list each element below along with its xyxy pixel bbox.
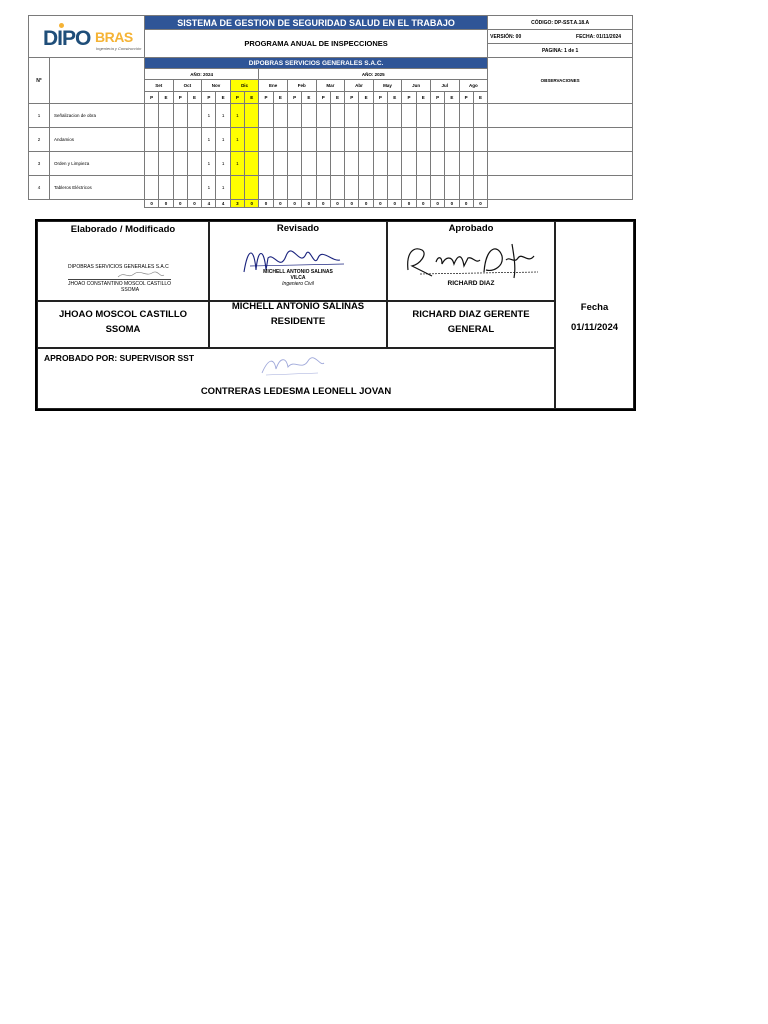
stamp-company: DIPOBRAS SERVICIOS GENERALES S.A.C (68, 264, 169, 270)
schedule-cell (459, 104, 473, 128)
schedule-cell: 1 (216, 128, 230, 152)
row-activity: Tableros Eléctricos (50, 176, 145, 200)
planned-header: P (316, 92, 330, 104)
total-cell: 0 (187, 200, 201, 208)
schedule-cell (173, 176, 187, 200)
total-cell: 0 (159, 200, 173, 208)
inspection-program-table (28, 15, 633, 208)
schedule-cell (416, 104, 430, 128)
schedule-cell (287, 104, 301, 128)
schedule-cell (345, 128, 359, 152)
schedule-cell (445, 152, 459, 176)
schedule-cell (459, 176, 473, 200)
total-cell: 0 (388, 200, 402, 208)
row-number: 4 (29, 176, 50, 200)
executed-header: E (445, 92, 459, 104)
month-header: Ene (259, 80, 288, 92)
schedule-cell (373, 128, 387, 152)
month-header: Nov (202, 80, 231, 92)
planned-header: P (202, 92, 216, 104)
aprobado-name-cell (387, 301, 555, 348)
schedule-cell (445, 104, 459, 128)
year-2024-header: AÑO: 2024 (145, 69, 259, 80)
table-row (29, 128, 633, 152)
approval-box (35, 219, 636, 411)
schedule-cell (302, 152, 316, 176)
schedule-cell (445, 128, 459, 152)
totals-end-spacer (488, 200, 633, 208)
total-cell: 3 (230, 200, 244, 208)
schedule-cell: 1 (230, 128, 244, 152)
elaborado-title: Elaborado / Modificado (70, 224, 176, 235)
table-row (29, 152, 633, 176)
row-activity: Andamios (50, 128, 145, 152)
total-cell: 0 (445, 200, 459, 208)
schedule-cell (302, 176, 316, 200)
executed-header: E (302, 92, 316, 104)
revisado-name-cell (209, 301, 387, 348)
schedule-cell: 1 (202, 104, 216, 128)
schedule-cell (402, 176, 416, 200)
executed-header: E (187, 92, 201, 104)
schedule-cell: 1 (230, 104, 244, 128)
version-date (488, 30, 633, 44)
planned-header: P (145, 92, 159, 104)
revisado-cell (209, 221, 387, 301)
month-header: Oct (173, 80, 202, 92)
logo-tagline: Ingeniería y Construcción (96, 46, 142, 51)
aprobado-stamp-name: RICHARD DIAZ (447, 280, 495, 287)
revisado-name-line2: RESIDENTE (270, 316, 326, 327)
month-header: Jun (402, 80, 431, 92)
schedule-cell (287, 152, 301, 176)
schedule-cell (359, 152, 373, 176)
planned-header: P (373, 92, 387, 104)
schedule-cell: 1 (202, 176, 216, 200)
table-row (29, 176, 633, 200)
executed-header: E (359, 92, 373, 104)
stamp-name: JHOAO CONSTANTINO MOSCOL CASTILLO (68, 281, 172, 287)
total-cell: 0 (402, 200, 416, 208)
schedule-cell (373, 152, 387, 176)
schedule-cell (402, 128, 416, 152)
total-cell: 0 (430, 200, 444, 208)
schedule-cell (259, 152, 273, 176)
month-header: Set (145, 80, 174, 92)
schedule-cell (259, 128, 273, 152)
company-banner: DIPOBRAS SERVICIOS GENERALES S.A.C. (145, 58, 488, 69)
program-title: PROGRAMA ANUAL DE INSPECCIONES (145, 30, 488, 58)
planned-header: P (287, 92, 301, 104)
schedule-cell (302, 128, 316, 152)
schedule-cell (345, 152, 359, 176)
schedule-cell: 1 (202, 152, 216, 176)
schedule-cell: 1 (216, 176, 230, 200)
schedule-cell (459, 128, 473, 152)
schedule-cell (230, 176, 244, 200)
schedule-cell (430, 176, 444, 200)
planned-header: P (259, 92, 273, 104)
schedule-cell (316, 176, 330, 200)
schedule-cell (430, 104, 444, 128)
schedule-cell (330, 152, 344, 176)
month-header: May (373, 80, 402, 92)
revisado-title: Revisado (276, 223, 320, 234)
month-header: Dic (230, 80, 259, 92)
schedule-cell (259, 176, 273, 200)
aprobado-name (388, 307, 554, 337)
executed-header: E (159, 92, 173, 104)
schedule-cell (173, 152, 187, 176)
fecha-cell (555, 221, 634, 409)
date-text: FECHA: 01/11/2024 (576, 33, 622, 40)
revisado-stamp (210, 269, 386, 287)
schedule-cell (330, 176, 344, 200)
schedule-cell (159, 128, 173, 152)
schedule-cell (359, 104, 373, 128)
schedule-cell (345, 104, 359, 128)
schedule-cell (316, 104, 330, 128)
elaborado-cell (37, 221, 209, 301)
row-number: 1 (29, 104, 50, 128)
schedule-cell (273, 176, 287, 200)
totals-row (29, 200, 633, 208)
total-cell: 0 (173, 200, 187, 208)
total-cell: 0 (259, 200, 273, 208)
total-cell: 4 (216, 200, 230, 208)
schedule-cell (159, 104, 173, 128)
executed-header: E (216, 92, 230, 104)
schedule-cell (402, 152, 416, 176)
total-cell: 0 (416, 200, 430, 208)
supervisor-signature (258, 353, 328, 379)
month-header: Feb (287, 80, 316, 92)
year-2025-header: AÑO: 2025 (259, 69, 488, 80)
executed-header: E (273, 92, 287, 104)
schedule-cell (273, 104, 287, 128)
row-observations (488, 128, 633, 152)
aprobado-cell (387, 221, 555, 301)
revisado-stamp-role: Ingeniero Civil (282, 281, 314, 287)
observations-header: OBSERVACIONES (488, 58, 633, 104)
schedule-cell (416, 152, 430, 176)
aprobado-name-line2: GENERAL (447, 324, 495, 335)
logo-cell (29, 16, 145, 58)
schedule-cell (473, 152, 487, 176)
schedule-cell (302, 104, 316, 128)
totals-spacer (29, 200, 145, 208)
schedule-cell (473, 176, 487, 200)
aprobado-name-line1: RICHARD DIAZ GERENTE (412, 309, 530, 320)
schedule-cell (245, 128, 259, 152)
schedule-cell (330, 128, 344, 152)
planned-header: P (230, 92, 244, 104)
month-header: Jul (430, 80, 459, 92)
schedule-cell (416, 128, 430, 152)
month-header: Mar (316, 80, 345, 92)
planned-header: P (402, 92, 416, 104)
logo-main-text: DIPO (43, 27, 91, 50)
total-cell: 4 (202, 200, 216, 208)
schedule-cell (388, 176, 402, 200)
schedule-cell: 1 (216, 104, 230, 128)
document-code: CÓDIGO: DP-SST.A.18.A (488, 16, 633, 30)
system-title: SISTEMA DE GESTION DE SEGURIDAD SALUD EN EL TRABAJO (145, 16, 488, 30)
version-text: VERSIÓN: 00 (490, 33, 522, 40)
executed-header: E (388, 92, 402, 104)
total-cell: 0 (373, 200, 387, 208)
schedule-cell (159, 152, 173, 176)
supervisor-label: APROBADO POR: SUPERVISOR SST (44, 353, 195, 363)
schedule-cell (473, 104, 487, 128)
schedule-cell (316, 128, 330, 152)
total-cell: 0 (345, 200, 359, 208)
row-number: 2 (29, 128, 50, 152)
executed-header: E (473, 92, 487, 104)
total-cell: 0 (459, 200, 473, 208)
total-cell: 0 (245, 200, 259, 208)
schedule-cell (187, 104, 201, 128)
total-cell: 0 (316, 200, 330, 208)
schedule-cell (316, 152, 330, 176)
total-cell: 0 (145, 200, 159, 208)
revisado-stamp-name: MICHELL ANTONIO SALINAS VILCA (263, 269, 333, 281)
row-observations (488, 152, 633, 176)
schedule-cell (245, 104, 259, 128)
elaborado-name (38, 307, 208, 337)
total-cell: 0 (330, 200, 344, 208)
row-activity: Señalizacion de obra (50, 104, 145, 128)
row-number: 3 (29, 152, 50, 176)
company-logo (39, 23, 142, 57)
schedule-cell (388, 128, 402, 152)
schedule-cell (173, 128, 187, 152)
executed-header: E (416, 92, 430, 104)
total-cell: 0 (287, 200, 301, 208)
schedule-cell (259, 104, 273, 128)
schedule-cell (359, 128, 373, 152)
schedule-cell (145, 176, 159, 200)
executed-header: E (330, 92, 344, 104)
month-header: Abr (345, 80, 374, 92)
total-cell: 0 (473, 200, 487, 208)
schedule-cell (459, 152, 473, 176)
schedule-cell (416, 176, 430, 200)
elaborado-name-cell (37, 301, 209, 348)
row-observations (488, 176, 633, 200)
planned-header: P (430, 92, 444, 104)
activity-header (50, 58, 145, 104)
month-header: Ago (459, 80, 488, 92)
schedule-cell: 1 (230, 152, 244, 176)
aprobado-title: Aprobado (448, 223, 494, 234)
row-activity: Orden y Limpieza (50, 152, 145, 176)
schedule-cell: 1 (216, 152, 230, 176)
schedule-cell (473, 128, 487, 152)
total-cell: 0 (273, 200, 287, 208)
elaborado-name-line1: JHOAO MOSCOL CASTILLO (58, 309, 188, 320)
schedule-cell (273, 152, 287, 176)
schedule-cell (187, 152, 201, 176)
schedule-cell (330, 104, 344, 128)
schedule-cell (345, 176, 359, 200)
number-header: N° (29, 58, 50, 104)
schedule-cell (373, 176, 387, 200)
aprobado-signature (402, 242, 542, 280)
executed-header: E (245, 92, 259, 104)
schedule-cell (187, 128, 201, 152)
planned-header: P (345, 92, 359, 104)
elaborado-name-line2: SSOMA (105, 324, 141, 335)
revisado-name-line1: MICHELL ANTONIO SALINAS (231, 301, 365, 312)
stamp-role: SSOMA (121, 287, 140, 293)
total-cell: 0 (359, 200, 373, 208)
supervisor-name: CONTRERAS LEDESMA LEONELL JOVAN (200, 386, 392, 397)
schedule-cell (145, 128, 159, 152)
planned-header: P (173, 92, 187, 104)
schedule-cell (245, 176, 259, 200)
schedule-cell (402, 104, 416, 128)
schedule-cell (430, 128, 444, 152)
schedule-cell (388, 104, 402, 128)
schedule-cell (287, 128, 301, 152)
supervisor-cell (37, 348, 555, 409)
fecha-value: 01/11/2024 (570, 322, 619, 333)
schedule-cell (159, 176, 173, 200)
schedule-cell (245, 152, 259, 176)
schedule-cell (287, 176, 301, 200)
schedule-cell (445, 176, 459, 200)
fecha-label: Fecha (580, 302, 609, 313)
schedule-cell (388, 152, 402, 176)
schedule-cell (145, 152, 159, 176)
table-row (29, 104, 633, 128)
planned-header: P (459, 92, 473, 104)
schedule-cell (187, 176, 201, 200)
schedule-cell (145, 104, 159, 128)
total-cell: 0 (302, 200, 316, 208)
schedule-cell (373, 104, 387, 128)
revisado-name (210, 299, 386, 329)
page-number: PAGINA: 1 de 1 (488, 44, 633, 58)
row-observations (488, 104, 633, 128)
schedule-cell (430, 152, 444, 176)
schedule-cell (173, 104, 187, 128)
schedule-cell (359, 176, 373, 200)
logo-accent-text: BRAS (95, 29, 133, 45)
schedule-cell (273, 128, 287, 152)
schedule-cell: 1 (202, 128, 216, 152)
